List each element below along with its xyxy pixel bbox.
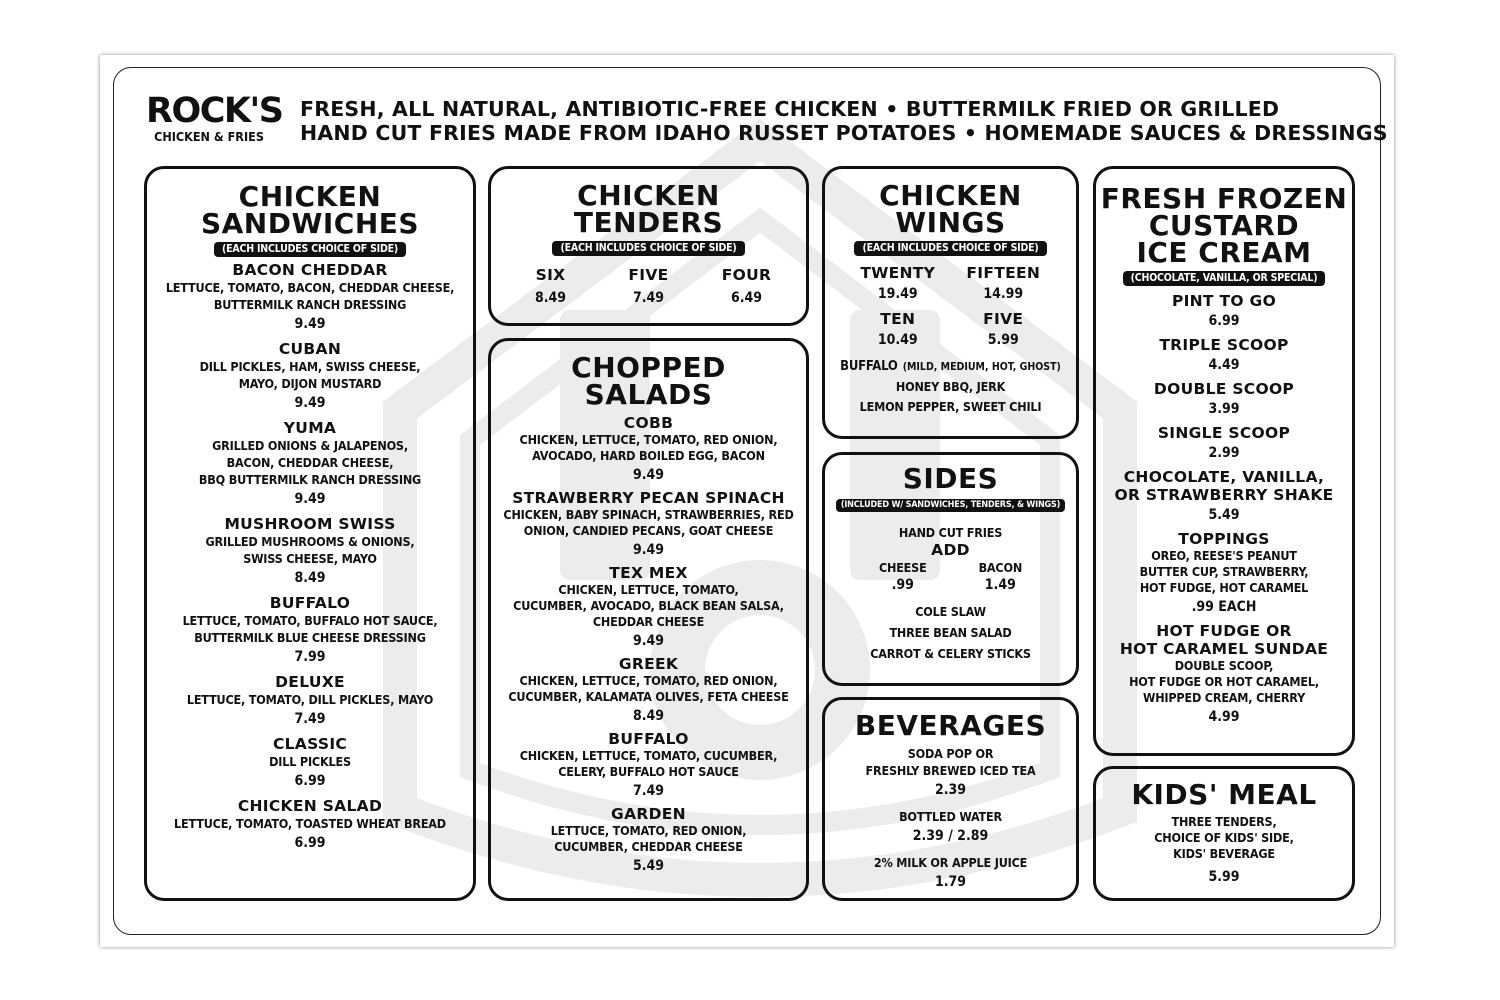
- beverage-item: [825, 808, 1076, 846]
- wings-flavor-1: HONEY BBQ, JERK: [895, 379, 1006, 394]
- menu-item: [147, 594, 473, 667]
- menu-item-name: CLASSIC: [272, 735, 348, 753]
- sandwiches-title-2: SANDWICHES: [200, 207, 420, 240]
- custard-item-name: HOT FUDGE OR: [1156, 622, 1292, 640]
- custard-title-1: FRESH FROZEN: [1100, 182, 1348, 215]
- addon-label: CHEESE: [878, 560, 927, 575]
- menu-item: [147, 261, 473, 334]
- menu-item-desc: LETTUCE, TOMATO, BACON, CHEDDAR CHEESE,: [165, 280, 455, 295]
- menu-item-price: 9.49: [632, 467, 665, 483]
- menu-item-name: CHICKEN SALAD: [237, 797, 383, 815]
- kids-desc-2: CHOICE OF KIDS' SIDE,: [1154, 830, 1294, 845]
- sides-add-label: ADD: [931, 541, 970, 559]
- menu-item-price: 6.99: [294, 773, 326, 789]
- brand-subtitle: CHICKEN & FRIES: [154, 129, 264, 144]
- wings-buffalo: [825, 355, 1076, 375]
- custard-item-price: 4.49: [1208, 357, 1240, 373]
- custard-item-name: TRIPLE SCOOP: [1159, 336, 1289, 354]
- beverages-title: BEVERAGES: [854, 709, 1047, 742]
- menu-item-desc: BUTTERMILK RANCH DRESSING: [213, 297, 407, 312]
- custard-list: [1096, 292, 1352, 727]
- menu-item-price: 9.49: [294, 395, 326, 411]
- option-price: 19.49: [877, 286, 918, 302]
- wing-option: [845, 264, 951, 304]
- brand-logo: [146, 91, 283, 144]
- sides-fries: HAND CUT FRIES: [898, 525, 1003, 540]
- tender-option: [718, 266, 776, 308]
- side-item: COLE SLAW: [915, 604, 986, 619]
- menu-item-name: BACON CHEDDAR: [232, 261, 388, 279]
- addon-label: BACON: [978, 560, 1023, 575]
- beverages-list: [825, 745, 1076, 892]
- menu-item-desc: BACON, CHEDDAR CHEESE,: [226, 455, 394, 470]
- wings-flavor-2: LEMON PEPPER, SWEET CHILI: [859, 399, 1042, 414]
- menu-item-desc: CUCUMBER, KALAMATA OLIVES, FETA CHEESE: [508, 689, 789, 704]
- custard-item-desc: BUTTER CUP, STRAWBERRY,: [1139, 564, 1309, 579]
- beverage-price: 2.39 / 2.89: [912, 828, 989, 844]
- menu-item-desc: CHICKEN, BABY SPINACH, STRAWBERRIES, RED: [503, 507, 794, 522]
- wings-buffalo-label: BUFFALO: [840, 359, 898, 374]
- option-price: 7.49: [632, 290, 665, 306]
- menu-item-price: 8.49: [632, 708, 665, 724]
- custard-item-name: HOT CARAMEL SUNDAE: [1119, 640, 1329, 658]
- kids-desc-1: THREE TENDERS,: [1171, 814, 1277, 829]
- menu-item-desc: CHICKEN, LETTUCE, TOMATO, CUCUMBER,: [519, 748, 778, 763]
- menu-item: [491, 730, 806, 801]
- beverage-item: [825, 854, 1076, 892]
- menu-item-name: MUSHROOM SWISS: [224, 515, 396, 533]
- sides-addon-cheese: [879, 559, 927, 595]
- custard-item-desc: DOUBLE SCOOP,: [1174, 658, 1274, 673]
- menu-item-price: 9.49: [294, 491, 326, 507]
- menu-item-desc: GRILLED ONIONS & JALAPENOS,: [212, 438, 408, 453]
- menu-item-desc: LETTUCE, TOMATO, RED ONION,: [550, 823, 747, 838]
- menu-item: [491, 414, 806, 485]
- menu-item-desc: ONION, CANDIED PECANS, GOAT CHEESE: [523, 523, 774, 538]
- menu-item-price: 7.49: [294, 711, 326, 727]
- menu-item-price: 9.49: [632, 542, 665, 558]
- wing-option: [845, 310, 951, 350]
- menu-item: [491, 805, 806, 876]
- tender-option: [522, 266, 580, 308]
- tagline-line-2: HAND CUT FRIES MADE FROM IDAHO RUSSET POTATOES • HOMEMADE SAUCES & DRESSINGS: [300, 121, 1388, 145]
- option-label: FIFTEEN: [966, 264, 1041, 282]
- wings-title-1: CHICKEN: [879, 179, 1022, 212]
- kids-title: KIDS' MEAL: [1131, 778, 1317, 811]
- menu-item-name: GARDEN: [611, 805, 686, 823]
- menu-item-name: DELUXE: [275, 673, 345, 691]
- addon-price: .99: [891, 577, 914, 593]
- side-item: CARROT & CELERY STICKS: [870, 646, 1031, 661]
- menu-item-desc: CHEDDAR CHEESE: [592, 614, 705, 629]
- menu-item: [491, 489, 806, 560]
- sides-section: [822, 452, 1079, 686]
- custard-title-3: ICE CREAM: [1136, 236, 1312, 269]
- menu-item-desc: CHICKEN, LETTUCE, TOMATO, RED ONION,: [519, 673, 778, 688]
- custard-item-name: SINGLE SCOOP: [1157, 424, 1291, 442]
- option-price: 5.99: [987, 332, 1019, 348]
- custard-title-2: CUSTARD: [1148, 209, 1300, 242]
- addon-price: 1.49: [984, 577, 1016, 593]
- custard-item: [1096, 380, 1352, 419]
- kids-desc-3: KIDS' BEVERAGE: [1173, 846, 1275, 861]
- wings-buffalo-heat: (MILD, MEDIUM, HOT, GHOST): [902, 361, 1061, 373]
- custard-item-price: 6.99: [1208, 313, 1240, 329]
- side-item: THREE BEAN SALAD: [889, 625, 1012, 640]
- menu-item-desc: DILL PICKLES, HAM, SWISS CHEESE,: [199, 359, 421, 374]
- menu-item-desc: SWISS CHEESE, MAYO: [243, 551, 377, 566]
- tender-option: [620, 266, 678, 308]
- custard-item: [1096, 468, 1352, 525]
- beverage-desc: 2% MILK OR APPLE JUICE: [873, 855, 1028, 870]
- sandwiches-section: [144, 166, 476, 901]
- custard-item-price: 3.99: [1208, 401, 1240, 417]
- menu-item-name: CUBAN: [278, 340, 342, 358]
- custard-item: [1096, 622, 1352, 727]
- menu-item-desc: LETTUCE, TOMATO, BUFFALO HOT SAUCE,: [182, 613, 438, 628]
- menu-item-price: 6.99: [294, 835, 326, 851]
- sides-addons: [825, 559, 1076, 595]
- wing-option: [951, 264, 1057, 304]
- beverage-desc: FRESHLY BREWED ICED TEA: [865, 763, 1036, 778]
- brand-name: ROCK'S: [146, 91, 283, 131]
- menu-item: [147, 419, 473, 509]
- option-price: 6.49: [730, 290, 763, 306]
- menu-item: [491, 655, 806, 726]
- sides-title: SIDES: [902, 462, 999, 495]
- salads-title-1: CHOPPED: [571, 351, 726, 384]
- tenders-options: [491, 266, 806, 308]
- option-price: 8.49: [534, 290, 567, 306]
- custard-section: [1093, 166, 1355, 756]
- wings-note: (EACH INCLUDES CHOICE OF SIDE): [854, 241, 1046, 256]
- menu-item: [491, 564, 806, 651]
- menu-item-desc: LETTUCE, TOMATO, TOASTED WHEAT BREAD: [174, 816, 446, 831]
- menu-item-desc: GRILLED MUSHROOMS & ONIONS,: [205, 534, 415, 549]
- beverage-price: 2.39: [934, 782, 967, 798]
- custard-item: [1096, 336, 1352, 375]
- menu-item-desc: CHICKEN, LETTUCE, TOMATO, RED ONION,: [519, 432, 778, 447]
- menu-item-price: 9.49: [632, 633, 665, 649]
- sandwiches-note: (EACH INCLUDES CHOICE OF SIDE): [214, 242, 406, 257]
- custard-item-name: TOPPINGS: [1178, 530, 1270, 548]
- menu-item-name: BUFFALO: [608, 730, 689, 748]
- tenders-title-2: TENDERS: [573, 206, 724, 239]
- custard-item: [1096, 424, 1352, 463]
- option-price: 14.99: [983, 286, 1024, 302]
- menu-item-price: 9.49: [294, 316, 326, 332]
- beverage-desc: BOTTLED WATER: [899, 809, 1002, 824]
- beverages-section: [822, 697, 1079, 901]
- option-label: FOUR: [721, 266, 772, 284]
- menu-item-price: 7.49: [632, 783, 665, 799]
- menu-item-desc: CUCUMBER, AVOCADO, BLACK BEAN SALSA,: [513, 598, 784, 613]
- menu-item-price: 8.49: [294, 570, 326, 586]
- tenders-note: (EACH INCLUDES CHOICE OF SIDE): [552, 241, 744, 256]
- sandwiches-list: [147, 261, 473, 853]
- menu-item-desc: MAYO, DIJON MUSTARD: [238, 376, 382, 391]
- beverage-price: 1.79: [934, 874, 967, 890]
- custard-item-desc: OREO, REESE'S PEANUT: [1151, 548, 1297, 563]
- custard-item: [1096, 292, 1352, 331]
- menu-item: [147, 797, 473, 853]
- menu-item: [147, 673, 473, 729]
- sides-note: (INCLUDED W/ SANDWICHES, TENDERS, & WINGS): [836, 499, 1065, 512]
- custard-item-name: CHOCOLATE, VANILLA,: [1123, 468, 1325, 486]
- menu-item-desc: CHICKEN, LETTUCE, TOMATO,: [558, 582, 739, 597]
- custard-item-price: 5.49: [1208, 507, 1240, 523]
- custard-item-price: .99 EACH: [1191, 599, 1257, 615]
- menu-item-desc: LETTUCE, TOMATO, DILL PICKLES, MAYO: [186, 692, 434, 707]
- menu-item-name: TEX MEX: [609, 564, 688, 582]
- custard-item-desc: WHIPPED CREAM, CHERRY: [1142, 690, 1306, 705]
- wings-options: [825, 264, 1076, 350]
- menu-item-price: 7.99: [294, 649, 326, 665]
- menu-item-price: 5.49: [632, 858, 665, 874]
- wing-option: [951, 310, 1057, 350]
- custard-item-price: 2.99: [1208, 445, 1240, 461]
- kids-section: [1093, 766, 1355, 901]
- option-label: TEN: [880, 310, 916, 328]
- salads-section: [488, 338, 809, 901]
- custard-item-desc: HOT FUDGE, HOT CARAMEL: [1139, 580, 1309, 595]
- menu-item-name: COBB: [623, 414, 674, 432]
- custard-item-name: OR STRAWBERRY SHAKE: [1114, 486, 1334, 504]
- wings-section: [822, 166, 1079, 439]
- option-label: TWENTY: [860, 264, 936, 282]
- menu-item-desc: AVOCADO, HARD BOILED EGG, BACON: [532, 448, 765, 463]
- menu-item: [147, 735, 473, 791]
- option-label: FIVE: [983, 310, 1024, 328]
- menu-item: [147, 515, 473, 588]
- custard-note: (CHOCOLATE, VANILLA, OR SPECIAL): [1123, 271, 1326, 286]
- sides-addon-bacon: [979, 559, 1023, 595]
- tenders-title-1: CHICKEN: [577, 179, 720, 212]
- menu-item: [147, 340, 473, 413]
- menu-item-name: STRAWBERRY PECAN SPINACH: [512, 489, 785, 507]
- custard-item-price: 4.99: [1208, 709, 1240, 725]
- beverage-desc: SODA POP OR: [907, 746, 994, 761]
- kids-price: 5.99: [1208, 869, 1240, 885]
- tenders-section: [488, 166, 809, 326]
- beverage-item: [825, 745, 1076, 800]
- menu-item-desc: BUTTERMILK BLUE CHEESE DRESSING: [194, 630, 426, 645]
- option-label: FIVE: [628, 266, 669, 284]
- custard-item-name: DOUBLE SCOOP: [1153, 380, 1295, 398]
- sandwiches-title-1: CHICKEN: [238, 180, 382, 213]
- tagline: [300, 97, 1388, 145]
- menu-item-desc: CELERY, BUFFALO HOT SAUCE: [558, 764, 739, 779]
- menu-item-name: YUMA: [283, 419, 337, 437]
- salads-title-2: SALADS: [584, 378, 713, 411]
- tagline-line-1: FRESH, ALL NATURAL, ANTIBIOTIC-FREE CHICKEN • BUTTERMILK FRIED OR GRILLED: [300, 97, 1280, 121]
- salads-list: [491, 414, 806, 876]
- option-label: SIX: [535, 266, 566, 284]
- menu-item-name: GREEK: [618, 655, 679, 673]
- menu-item-desc: CUCUMBER, CHEDDAR CHEESE: [554, 839, 743, 854]
- custard-item-desc: HOT FUDGE OR HOT CARAMEL,: [1129, 674, 1319, 689]
- menu-item-desc: DILL PICKLES: [269, 754, 351, 769]
- menu-item-name: BUFFALO: [269, 594, 351, 612]
- custard-item-name: PINT TO GO: [1171, 292, 1277, 310]
- menu-item-desc: BBQ BUTTERMILK RANCH DRESSING: [198, 472, 422, 487]
- custard-item: [1096, 530, 1352, 617]
- option-price: 10.49: [877, 332, 918, 348]
- wings-title-2: WINGS: [895, 206, 1006, 239]
